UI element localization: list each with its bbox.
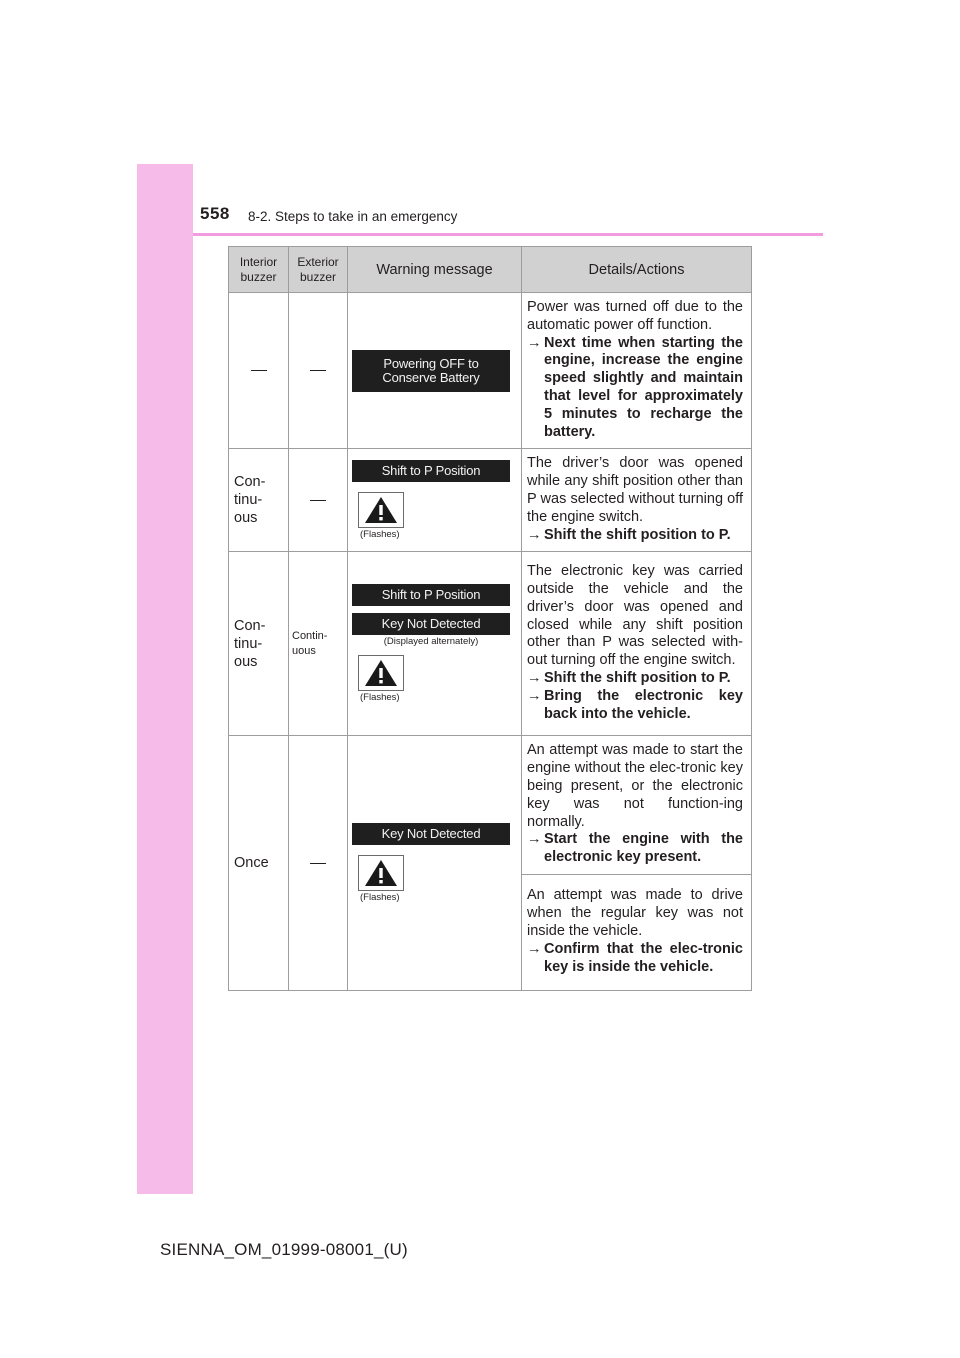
action-item: → Start the engine with the electronic key present. — [527, 831, 743, 866]
warning-triangle-icon — [363, 495, 399, 525]
table-row — [229, 736, 752, 875]
action-item: → Bring the electronic key back into the vehicle. — [527, 687, 743, 722]
flashes-caption: (Flashes) — [360, 692, 400, 704]
section-title: 8-2. Steps to take in an emergency — [248, 209, 458, 224]
exterior-buzzer-none — [289, 449, 348, 552]
details-cell: An attempt was made to start the engine without the elec-tronic key being present, or the electronic key was not function-ing normally. → Start the engine with the electronic key present. — [522, 736, 752, 875]
warning-icon-box — [358, 492, 404, 528]
details-cell: The electronic key was carried outside the vehicle and the driver’s door was opened and closed while any shift position other than P was selected with-out turning off the engine switch. → Shift the shift position to P. → Bring the electronic key back into the vehicle. — [522, 552, 752, 736]
flashes-caption: (Flashes) — [360, 529, 400, 541]
lcd-message-display: Shift to P Position — [352, 584, 510, 606]
arrow-icon: → — [527, 334, 542, 351]
action-item: → Shift the shift position to P. — [527, 670, 731, 687]
arrow-icon: → — [527, 687, 542, 704]
exterior-buzzer: Contin- uous — [289, 552, 348, 736]
table-row — [229, 293, 752, 449]
side-tab-band — [137, 164, 193, 1194]
page-number: 558 — [200, 204, 230, 223]
interior-buzzer: Con- tinu- ous — [229, 552, 289, 736]
dash-mark — [310, 863, 326, 864]
col-warning-message: Warning message — [348, 247, 522, 293]
exterior-buzzer-none — [289, 293, 348, 449]
interior-buzzer: Con- tinu- ous — [229, 449, 289, 552]
warning-triangle-icon — [363, 658, 399, 688]
arrow-icon: → — [527, 831, 542, 848]
warning-message-cell — [348, 293, 522, 449]
table-header-row — [229, 247, 752, 293]
interior-buzzer-none — [229, 293, 289, 449]
details-cell: An attempt was made to drive when the regular key was not inside the vehicle. → Confirm that the elec-tronic key is inside the vehicle. — [522, 874, 752, 990]
dash-mark — [251, 370, 267, 371]
dash-mark — [310, 500, 326, 501]
exterior-buzzer-none — [289, 736, 348, 991]
lcd-message-display: Powering OFF to Conserve Battery — [352, 350, 510, 392]
lcd-message-display: Key Not Detected — [352, 823, 510, 845]
table-row — [229, 449, 752, 552]
lcd-message-display: Shift to P Position — [352, 460, 510, 482]
warning-triangle-icon — [363, 858, 399, 888]
warning-message-cell — [348, 736, 522, 991]
lcd-message-display: Key Not Detected — [352, 613, 510, 635]
col-interior-buzzer: Interior buzzer — [229, 247, 289, 293]
details-cell: The driver’s door was opened while any shift position other than P was selected without turning off the engine switch. → Shift the shift position to P. — [522, 449, 752, 552]
warning-icon-box — [358, 655, 404, 691]
action-item: → Next time when starting the engine, increase the engine speed slightly and maintain that level for approximately 5 minutes to recharge the battery. — [527, 334, 743, 440]
details-cell: Power was turned off due to the automatic power off function. → Next time when starting the engine, increase the engine speed slightly and maintain that level for approximately 5 minutes to recharge the battery. — [522, 293, 752, 449]
action-item: → Confirm that the elec-tronic key is inside the vehicle. — [527, 940, 743, 975]
header-rule — [193, 233, 823, 236]
warning-icon-box — [358, 855, 404, 891]
col-details-actions: Details/Actions — [522, 247, 752, 293]
flashes-caption: (Flashes) — [360, 892, 400, 904]
arrow-icon: → — [527, 670, 542, 687]
interior-buzzer: Once — [229, 736, 289, 991]
warning-table — [228, 246, 752, 991]
warning-message-cell — [348, 552, 522, 736]
arrow-icon: → — [527, 526, 542, 543]
col-exterior-buzzer: Exterior buzzer — [289, 247, 348, 293]
table-row — [229, 552, 752, 736]
alternate-caption: (Displayed alternately) — [383, 636, 479, 648]
dash-mark — [310, 370, 326, 371]
warning-message-cell — [348, 449, 522, 552]
action-item: → Shift the shift position to P. — [527, 526, 731, 543]
document-code: SIENNA_OM_01999-08001_(U) — [160, 1240, 408, 1259]
arrow-icon: → — [527, 940, 542, 957]
